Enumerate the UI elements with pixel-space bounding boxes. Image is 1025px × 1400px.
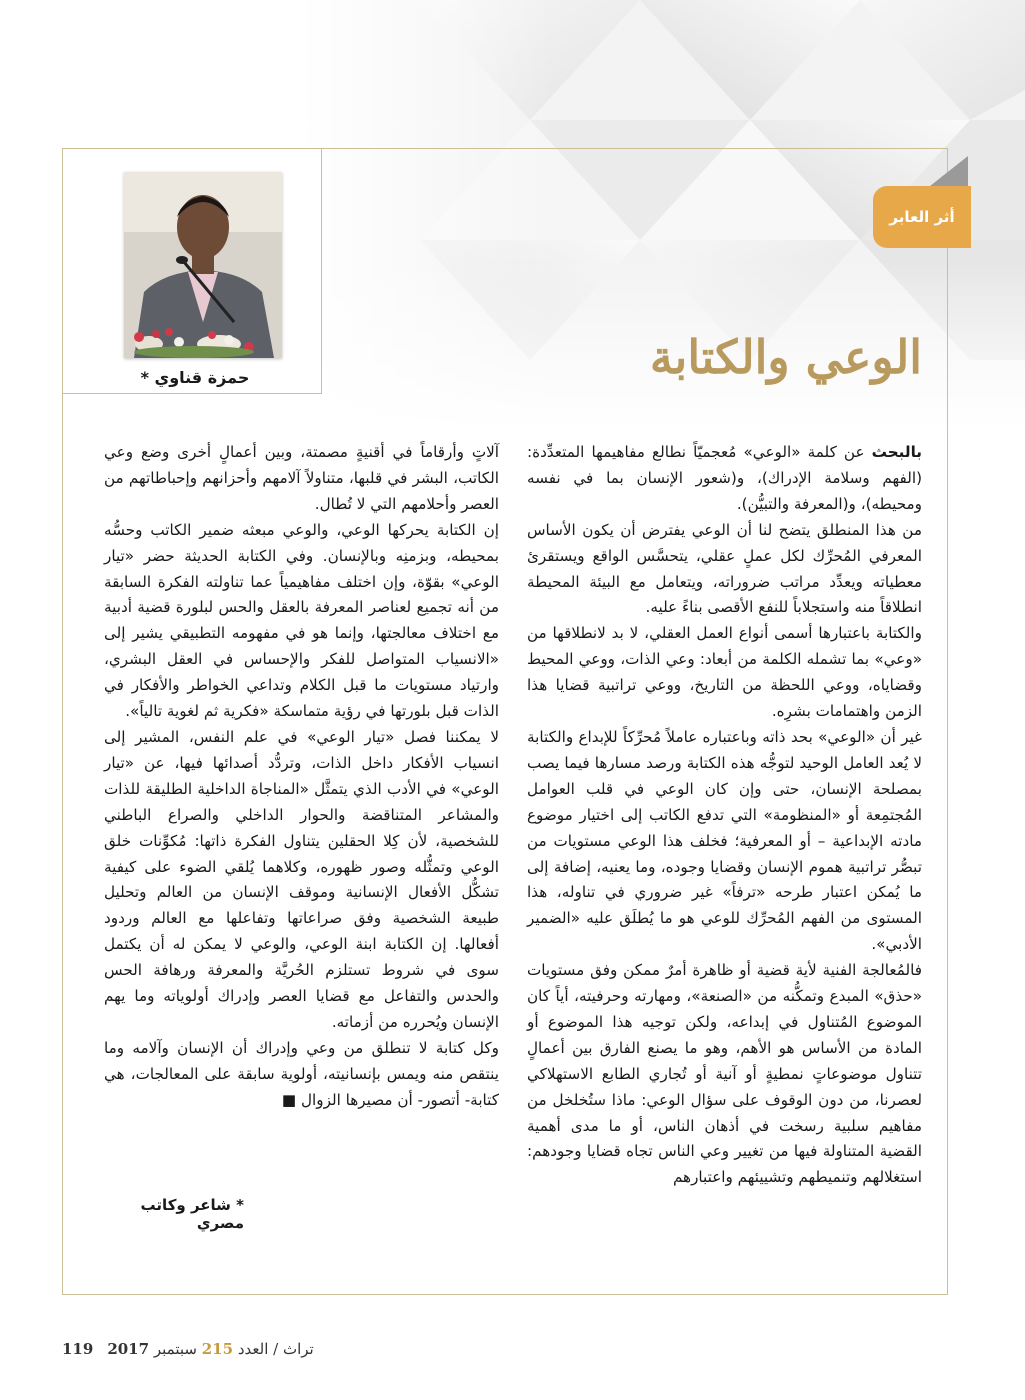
section-tag: أثر العابر — [873, 186, 971, 248]
lead-word: بالبحث — [871, 443, 922, 461]
right-column — [527, 440, 922, 1191]
paragraph: والكتابة باعتبارها أسمى أنواع العمل العقلي، لا بد لانطلاقها من «وعي» بما تشمله الكلمة من أبعاد: وعي الذات، ووعي المحيط وقضاياه، ووعي اللحظة من التاريخ، ووعي تراتبية قضايا هذا الزمن واهتمامات بشرِه. — [527, 624, 922, 721]
magazine-name: تراث / العدد — [237, 1340, 314, 1358]
paragraph: إن الكتابة يحركها الوعي، والوعي مبعثه ضمير الكاتب وحسُّه بمحيطه، وبزمنِه وبالإنسان. وفي الكتابة الحديثة حضر «تيار الوعي» بقوّة، وإن اختلف مفاهيمياً عما تناولته الفكرة السابقة من أنه تجميع لعناصر المعرفة بالعقل والحس لبلورة قضية أدبية مع اختلاف معالجتها، وإنما هو في مفهومه التطبيقي يشير إلى «الانسياب المتواصل للفكر والإحساس في العقل البشري، وارتياد مستويات ما قبل الكلام وتداعي الخواطر والأفكار في الذات قبل بلورتها في رؤية متماسكة «فكرية ثم لغوية تالياً». — [104, 520, 499, 721]
issue-number: 215 — [201, 1340, 234, 1358]
paragraph: غير أن «الوعي» بحد ذاته وباعتباره عاملاً مُحرِّكاً للإبداع والكتابة لا يُعد العامل الوحيد لتوجُّه هذه الكتابة ورصد مسارها فيما يصب بمصلحة الإنسان، حتى وإن كان الوعي في قلب العوامل المُجتمِعة أو «المنظومة» التي تدفع الكاتب إلى اختيار موضوع مادته الإبداعية – أو المعرفية؛ فخلف هذا الوعي مستويات من تبصُّر تراتبية هموم الإنسان وقضايا وجوده، وما يعنيه، إضافة إلى ما يُمكن اعتبار طرحه «ترفاً» غير ضروري في تناوله، هذا المستوى من الفهم المُحرِّك للوعي هو ما يُطلَق عليه «الضمير الأدبي». — [527, 727, 922, 954]
paragraph: وكل كتابة لا تنطلق من وعي وإدراك أن الإنسان وآلامه وما ينتقص منه ويمس بإنسانيته، أولوية سابقة على المعالجات، هي كتابة- أتصور- أن مصيرها الزوال ■ — [104, 1038, 499, 1109]
issue-info — [107, 1340, 313, 1358]
left-column — [104, 440, 499, 1114]
paragraph — [527, 440, 922, 518]
author-signature: * شاعر وكاتب مصري — [140, 1196, 244, 1232]
paragraph: آلاتٍ وأرقاماً في أقنيةٍ مصمتة، وبين أعمالٍ أخرى وضع وعي الكاتب، البشر في قلبها، متناولاً آلامهم وأحزانهم وإحباطاتهم من العصر وأحلامهم التي لا تُطال. — [104, 443, 499, 513]
paragraph: من هذا المنطلق يتضح لنا أن الوعي يفترض أن يكون الأساس المعرفي المُحرِّك لكل عملٍ عقلي، يتحسَّس الواقع ويستقرئ معطياته ويعدِّد مراتب ضروراته، ويتعامل مع البيئة المحيطة انطلاقاً منه واستجلاباً للنفع الأقصى بناءً عليه. — [527, 520, 922, 617]
author-name: حمزة قناوي * — [140, 368, 250, 387]
page-footer — [62, 1340, 314, 1358]
article-title: الوعي والكتابة — [649, 330, 922, 384]
author-photo — [124, 172, 282, 358]
paragraph-text: عن كلمة «الوعي» مُعجميّاً نطالع مفاهيمها المتعدِّدة: (الفهم وسلامة الإدراك)، و(شعور الإنسان بما في نفسه ومحيطه)، و(المعرفة والتبيُّن). — [527, 443, 922, 513]
tag-fold-decoration — [930, 156, 968, 186]
issue-year: 2017 — [107, 1340, 150, 1358]
issue-month: سبتمبر — [153, 1340, 197, 1358]
paragraph: فالمُعالجة الفنية لأية قضية أو ظاهرة أمرٌ ممكن وفق مستويات «حذق» المبدع وتمكُّنه من «الصنعة»، ومهارته وحرفيته، أياً كان الموضوع المُتناول في إبداعه، ولكن توجيه هذا الموضوع أو المادة من الأساس هو الأهم، وهو ما يصنع الفارق بين أعمالٍ تتناول موضوعاتٍ نمطيةٍ أو آنية أو تُجاري الطابع الاستهلاكي لعصرنا، من دون الوقوف على سؤال الوعي: ماذا ستُخلخل من مفاهيم سلبية رسخت في أذهان الناس، أو ما مدى أهمية القضية المتناولة فيها من تغيير وعي الناس تجاه قضايا وجودهم: استغلالهم وتنميطهم وتشييئهم واعتبارهم — [527, 961, 922, 1187]
paragraph: لا يمكننا فصل «تيار الوعي» في علم النفس، المشير إلى انسياب الأفكار داخل الذات، وتردُّد أصدائها فيها، عن «تيار الوعي» في الأدب الذي يتمثَّل «المناجاة الداخلية الطليقة للذات والمشاعر المتناقضة والحوار الداخلي والصراع الباطني للشخصية، لأن كِلا الحقلين يتناول الفكرة ذاتها: مُكوِّنات خلق الوعي وتمثُّله وصور ظهوره، وكلاهما يُلقي الضوء على كيفية تشكُّل الأفعال الإنسانية وموقف الإنسان من العالم وتحليل طبيعة الشخصية وفق صراعاتها وتفاعلها مع العالم وردود أفعالها. إن الكتابة ابنة الوعي، والوعي لا يمكن له أن يكتمل سوى في شروط تستلزم الحُريَّة والمعرفة ورهافة الحس والحدس والتفاعل مع قضايا العصر وإدراك أولوياته وما يهم الإنسان ويُحرره من أزماته. — [104, 727, 499, 1031]
page-number: 119 — [62, 1340, 94, 1358]
